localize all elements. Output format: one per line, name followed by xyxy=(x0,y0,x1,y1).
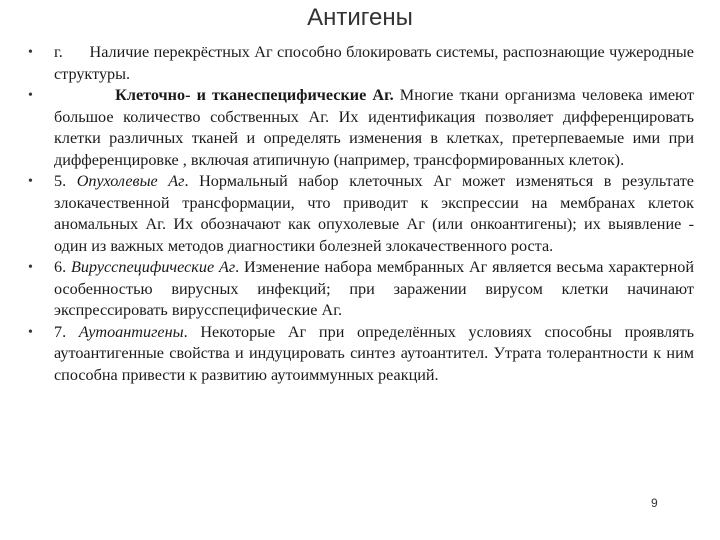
bullet-icon: • xyxy=(28,174,33,189)
item-heading: Аутоантигены xyxy=(78,322,184,341)
item-prefix: 5. xyxy=(54,172,67,190)
item-text xyxy=(54,171,694,257)
item-text xyxy=(54,42,694,85)
list-item xyxy=(28,322,694,387)
item-body: Наличие перекрёстных Аг способно блокировать системы, распознающие чужеродные структуры. xyxy=(54,43,694,83)
bullet-icon: • xyxy=(28,88,33,103)
item-prefix: 6. xyxy=(54,258,67,276)
list-item xyxy=(28,171,694,257)
item-prefix: 7. xyxy=(54,322,67,341)
item-heading: Опухолевые Аг xyxy=(76,172,185,190)
bullet-icon: • xyxy=(28,260,33,275)
bullet-list xyxy=(28,42,694,386)
item-text xyxy=(54,85,694,171)
list-item xyxy=(28,42,694,85)
page-number: 9 xyxy=(651,496,658,510)
item-body: . Изменение набора мембранных Аг является весьма характерной особенностью вирусных инфекций; при заражении вирусом клетки начинают экспрессировать вирусспецифические Аг. xyxy=(54,258,695,319)
item-heading: Вирусспецифические Аг xyxy=(70,258,236,276)
slide-title: Антигены xyxy=(307,4,413,31)
list-item xyxy=(28,85,694,171)
item-text xyxy=(54,257,694,322)
item-text xyxy=(54,322,694,387)
item-prefix: г. xyxy=(54,43,63,61)
bullet-icon: • xyxy=(28,324,33,340)
list-item xyxy=(28,257,694,322)
item-heading: Клеточно- и тканеспецифические Аг. xyxy=(115,86,394,104)
item-body: . Нормальный набор клеточных Аг может изменяться в результате злокачественной трансформации, что приводит к экспрессии на мембранах клеток аномальных Аг. Их обозначают как опухолевые Аг (или онкоантигены); их выявление - один из важных методов диагностики болезней злокачественного роста. xyxy=(54,172,694,255)
item-body: Многие ткани организма человека имеют большое количество собственных Аг. Их идентификация позволяет дифференцировать клетки различных тканей и определять изменения в клетках, претерпеваемые ими при дифференцировке , включая атипичную (например, трансформированных клеток). xyxy=(54,86,694,169)
bullet-icon: • xyxy=(28,45,33,60)
item-body: . Некоторые Аг при определённых условиях способны проявлять аутоантигенные свойства и индуцировать синтез аутоантител. Утрата толерантности к ним способна привести к развитию аутоиммунных реакций. xyxy=(54,322,695,384)
